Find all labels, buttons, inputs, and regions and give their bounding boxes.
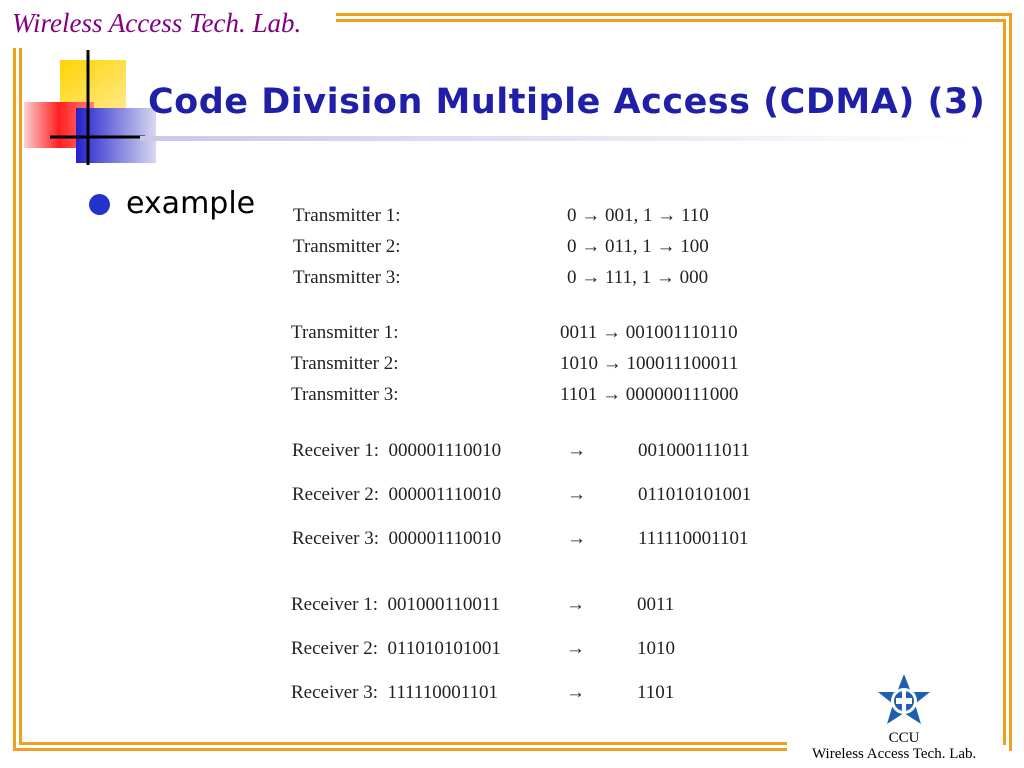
decoding-result: 1010	[637, 638, 675, 659]
reception-result: 001000111011	[638, 440, 750, 461]
encoding-value: 1010 → 100011100011	[560, 353, 739, 374]
frame-bottom-outer	[13, 748, 787, 751]
decoding-label: Receiver 1: 001000110011	[291, 594, 501, 615]
decoding-arrow: →	[566, 682, 585, 703]
decoding-arrow: →	[566, 638, 585, 659]
mapping-label: Transmitter 3:	[293, 267, 401, 288]
encoding-value: 0011 → 001001110110	[560, 322, 738, 343]
slide-title: Code Division Multiple Access (CDMA) (3)	[148, 82, 986, 122]
footer-org: CCU	[888, 730, 920, 746]
reception-label: Receiver 3: 000001110010	[292, 528, 502, 549]
decoding-result: 0011	[637, 594, 675, 615]
mapping-label: Transmitter 1:	[293, 205, 401, 226]
encoding-label: Transmitter 1:	[291, 322, 399, 343]
reception-result: 111110001101	[638, 528, 749, 549]
reception-arrow: →	[567, 484, 586, 505]
decoding-label: Receiver 3: 111110001101	[291, 682, 499, 703]
ccu-emblem-icon	[872, 672, 936, 730]
reception-arrow: →	[567, 440, 586, 461]
encoding-label: Transmitter 3:	[291, 384, 399, 405]
mapping-label: Transmitter 2:	[293, 236, 401, 257]
mapping-value: 0 → 011, 1 → 100	[567, 236, 709, 257]
reception-label: Receiver 2: 000001110010	[292, 484, 502, 505]
decoding-arrow: →	[566, 594, 585, 615]
frame-left-outer	[13, 48, 16, 751]
decoding-result: 1101	[637, 682, 675, 703]
title-underline	[140, 136, 970, 141]
reception-arrow: →	[567, 528, 586, 549]
mapping-value: 0 → 001, 1 → 110	[567, 205, 709, 226]
bullet-text: example	[126, 186, 256, 221]
frame-right-outer	[1009, 13, 1012, 751]
encoding-label: Transmitter 2:	[291, 353, 399, 374]
header-lab-name: Wireless Access Tech. Lab.	[12, 8, 307, 39]
mapping-value: 0 → 111, 1 → 000	[567, 267, 709, 288]
bullet-icon	[89, 194, 110, 215]
frame-top-outer	[336, 13, 1012, 16]
reception-result: 011010101001	[638, 484, 752, 505]
footer-lab-name: Wireless Access Tech. Lab.	[812, 746, 977, 762]
frame-top-inner	[336, 19, 1006, 22]
encoding-value: 1101 → 000000111000	[560, 384, 739, 405]
reception-label: Receiver 1: 000001110010	[292, 440, 502, 461]
decoding-label: Receiver 2: 011010101001	[291, 638, 501, 659]
frame-right-inner	[1003, 19, 1006, 745]
